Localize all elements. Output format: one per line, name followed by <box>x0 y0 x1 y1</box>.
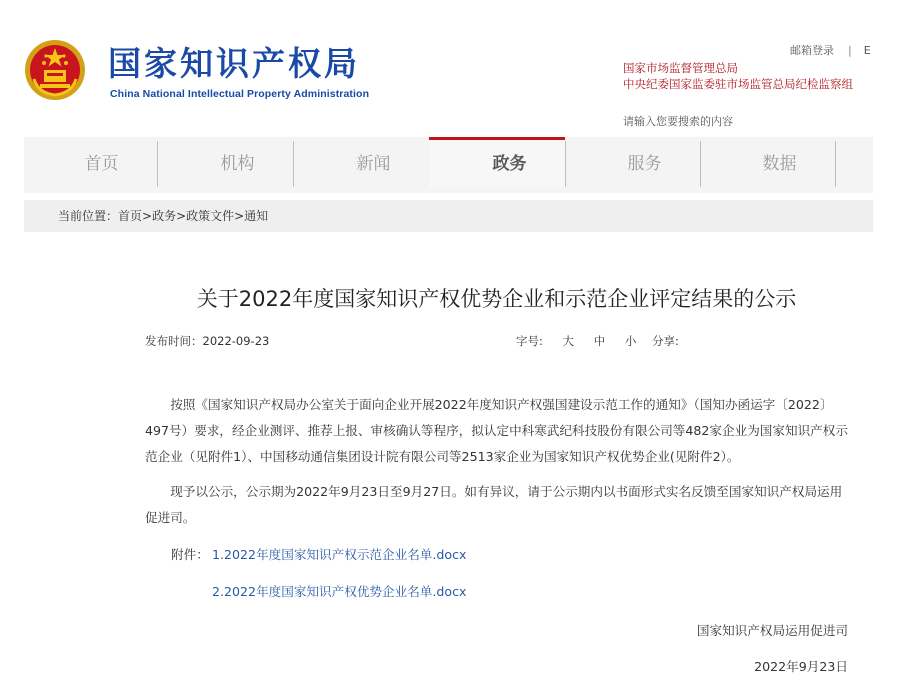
article-paragraph-1: 按照《国家知识产权局办公室关于面向企业开展2022年度知识产权强国建设示范工作的通知》（国知办函运字〔2022〕497号）要求，经企业测评、推荐上报、审核确认等程序，拟认定中科寒武纪科技股份有限公司等482家企业为国家知识产权示范企业（见附件1）、中国移动通信集团设计院有限公司等2513家企业为国家知识产权优势企业(见附件2）。 <box>145 397 848 464</box>
breadcrumb <box>58 207 268 224</box>
font-size-large-button[interactable]: 大 <box>562 334 575 348</box>
font-size-small-button[interactable]: 小 <box>624 334 637 348</box>
search-input[interactable]: 请输入您要搜索的内容 <box>623 115 733 128</box>
nav-item-institutions[interactable]: 机构 <box>220 154 255 174</box>
org-links <box>623 60 853 92</box>
nav-item-news[interactable]: 新闻 <box>356 154 391 174</box>
signature-date: 2022年9月23日 <box>754 659 848 674</box>
nav-divider <box>700 141 701 187</box>
nav-divider <box>293 141 294 187</box>
divider: | <box>848 44 852 57</box>
site-title[interactable]: 国家知识产权局 <box>108 44 360 83</box>
publish-date: 发布时间：2022-09-23 <box>145 334 270 348</box>
share-label[interactable]: 分享: <box>652 334 679 348</box>
attachment-link-2[interactable]: 2.2022年度国家知识产权优势企业名单.docx <box>212 584 467 599</box>
mail-login-link[interactable]: 邮箱登录 <box>790 44 834 57</box>
nav-divider <box>835 141 836 187</box>
nav-item-home[interactable]: 首页 <box>84 154 119 174</box>
breadcrumb-path[interactable]: 首页>政务>政策文件>通知 <box>118 209 269 223</box>
breadcrumb-prefix: 当前位置： <box>58 209 119 223</box>
nav-item-services[interactable]: 服务 <box>627 154 662 174</box>
article-paragraph-2: 现予以公示，公示期为2022年9月23日至9月27日。如有异议，请于公示期内以书面形式实名反馈至国家知识产权局运用促进司。 <box>145 484 843 525</box>
top-links <box>790 42 871 58</box>
font-size-label: 字号: <box>516 334 543 348</box>
discipline-inspection-link[interactable]: 中央纪委国家监委驻市场监管总局纪检监察组 <box>623 77 853 91</box>
attachment-link-1[interactable]: 1.2022年度国家知识产权示范企业名单.docx <box>212 547 467 562</box>
font-size-medium-button[interactable]: 中 <box>593 334 606 348</box>
article-title: 关于2022年度国家知识产权优势企业和示范企业评定结果的公示 <box>196 287 797 311</box>
english-link[interactable]: E <box>863 44 871 57</box>
nav-divider <box>157 141 158 187</box>
site-subtitle-english: China National Intellectual Property Administration <box>110 88 370 100</box>
attachments-label: 附件： <box>171 547 209 562</box>
nav-divider <box>565 141 566 187</box>
nav-item-government-affairs[interactable]: 政务 <box>492 154 527 174</box>
samr-link[interactable]: 国家市场监督管理总局 <box>623 61 738 75</box>
main-nav <box>24 137 873 193</box>
nav-item-data[interactable]: 数据 <box>762 154 797 174</box>
font-size-controls <box>516 333 652 349</box>
signature: 国家知识产权局运用促进司 <box>696 623 848 638</box>
national-emblem-icon <box>24 39 86 101</box>
